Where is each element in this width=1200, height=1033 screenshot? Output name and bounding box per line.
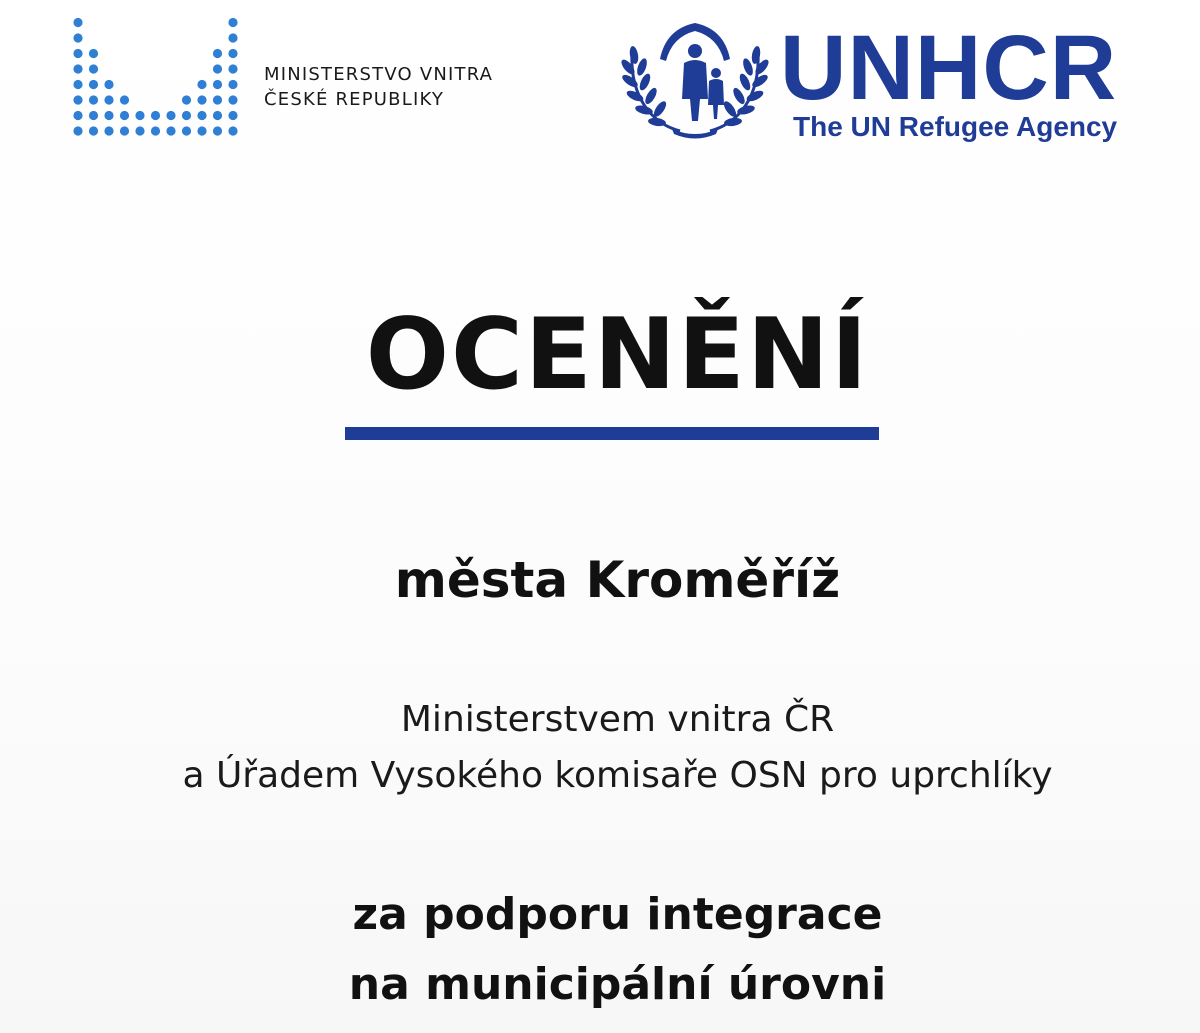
ministry-logo-dot: [89, 126, 98, 135]
ministry-logo-dot: [135, 126, 144, 135]
ministry-logo-dot: [73, 33, 82, 42]
awarded-by-line2: a Úřadem Vysokého komisaře OSN pro uprchlíky: [182, 755, 1053, 796]
award-reason-line2: na municipální úrovni: [348, 959, 887, 1010]
title-underline-rule: [345, 427, 879, 440]
ministry-logo-dot: [89, 111, 98, 120]
ministry-logo-dot: [228, 33, 237, 42]
unhcr-emblem-icon: [620, 15, 770, 140]
ministry-logo-dot: [228, 95, 237, 104]
ministry-logo-dot: [182, 126, 191, 135]
ministry-logo-dot: [73, 126, 82, 135]
ministry-logo-dot: [213, 126, 222, 135]
ministry-logo-dot: [197, 126, 206, 135]
ministry-logo-dot: [120, 95, 129, 104]
awarded-by: [0, 692, 1200, 804]
ministry-logo-dot: [166, 126, 175, 135]
ministry-logo-icon: [70, 15, 240, 140]
ministry-logo-dot: [104, 126, 113, 135]
ministry-name-line2: ČESKÉ REPUBLIKY: [264, 89, 445, 110]
ministry-logo-dot: [120, 126, 129, 135]
ministry-logo-dot: [73, 111, 82, 120]
ministry-logo-dot: [213, 64, 222, 73]
ministry-logo-dot: [73, 64, 82, 73]
ministry-logo-dot: [228, 18, 237, 27]
ministry-logo-dot: [182, 111, 191, 120]
ministry-logo-dot: [120, 111, 129, 120]
ministry-logo-dot: [73, 80, 82, 89]
certificate-recipient: města Kroměříž: [394, 551, 841, 609]
ministry-logo-dot: [166, 111, 175, 120]
ministry-logo-dot: [104, 111, 113, 120]
award-reason: [0, 880, 1200, 1020]
ministry-logo-dot: [182, 95, 191, 104]
ministry-logo-dot: [197, 111, 206, 120]
ministry-logo-dot: [89, 80, 98, 89]
ministry-logo-dot: [228, 80, 237, 89]
ministry-name: [264, 62, 493, 112]
ministry-logo-dot: [135, 111, 144, 120]
ministry-logo-dot: [89, 95, 98, 104]
ministry-logo-dot: [228, 111, 237, 120]
unhcr-wordmark: UNHCR: [780, 17, 1118, 119]
ministry-name-line1: MINISTERSTVO VNITRA: [264, 64, 494, 85]
unhcr-tagline: The UN Refugee Agency: [793, 111, 1118, 142]
ministry-logo-dot: [73, 95, 82, 104]
ministry-logo-dot: [73, 18, 82, 27]
ministry-logo-dot: [213, 111, 222, 120]
ministry-logo-dot: [228, 126, 237, 135]
ministry-logo-dot: [151, 126, 160, 135]
ministry-logo-dot: [228, 64, 237, 73]
ministry-logo-dot: [73, 49, 82, 58]
ministry-logo-dot: [104, 80, 113, 89]
ministry-logo-dot: [89, 64, 98, 73]
ministry-logo-dot: [228, 49, 237, 58]
awarded-by-line1: Ministerstvem vnitra ČR: [400, 699, 835, 740]
ministry-logo-dot: [213, 80, 222, 89]
ministry-logo-dot: [197, 95, 206, 104]
ministry-logo-dot: [197, 80, 206, 89]
ministry-logo-dot: [213, 95, 222, 104]
ministry-logo-dot: [104, 95, 113, 104]
certificate-title: OCENĚNÍ: [365, 298, 870, 412]
ministry-logo-dot: [89, 49, 98, 58]
award-reason-line1: za podporu integrace: [352, 889, 883, 940]
ministry-logo-dot: [213, 49, 222, 58]
ministry-logo-dot: [151, 111, 160, 120]
